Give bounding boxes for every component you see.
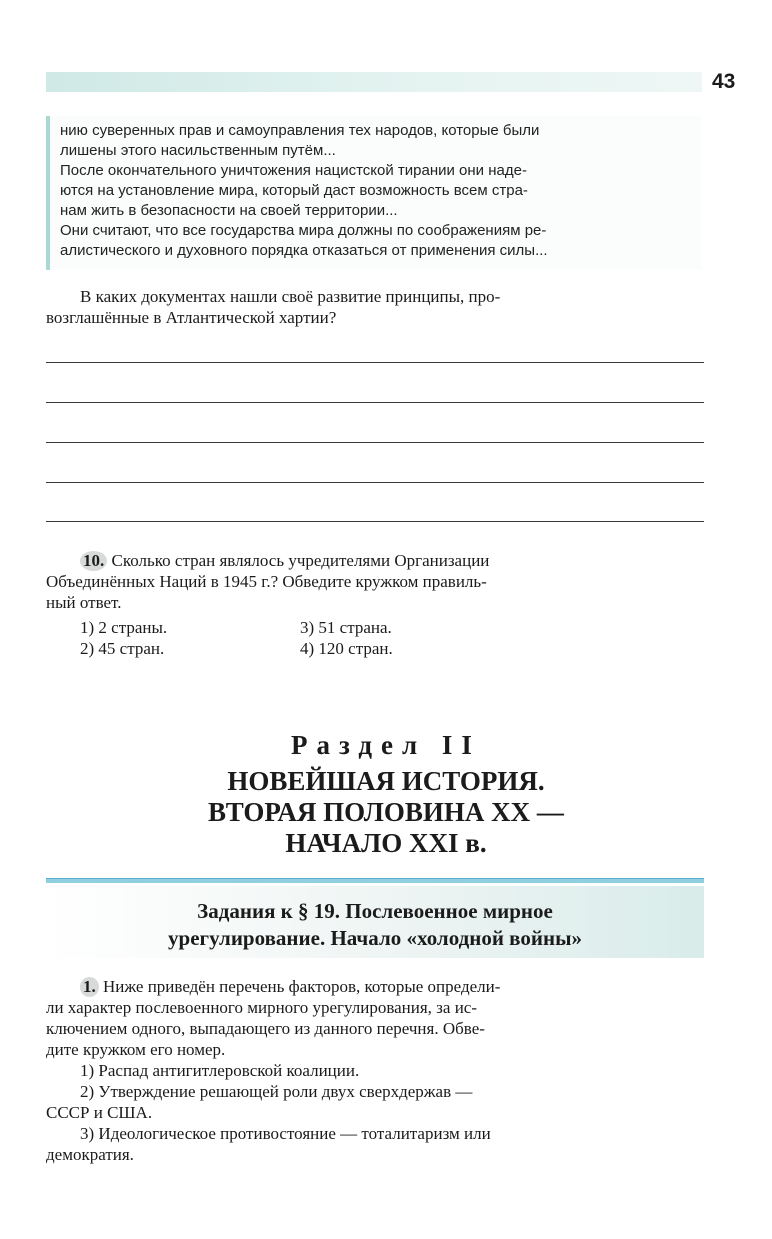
page-number: 43 bbox=[712, 70, 736, 93]
option-2[interactable]: 2) 45 стран. bbox=[80, 639, 165, 658]
section-divider bbox=[46, 878, 704, 883]
task-line bbox=[46, 976, 706, 997]
question-line: возглашённые в Атлантической хартии? bbox=[46, 308, 337, 327]
quote-line: После окончательного уничтожения нацистской тирании они наде- bbox=[60, 162, 527, 179]
option-3[interactable]: 3) 51 страна. bbox=[300, 618, 392, 637]
tasks-header bbox=[46, 886, 704, 958]
option-row bbox=[80, 617, 580, 638]
quote-line: Они считают, что все государства мира должны по соображениям ре- bbox=[60, 222, 547, 239]
question-9 bbox=[46, 286, 706, 328]
task-1 bbox=[46, 976, 706, 1165]
tasks-header-line: урегулирование. Начало «холодной войны» bbox=[168, 926, 582, 950]
task-item-continuation: демократия. bbox=[46, 1145, 134, 1164]
task-number-badge: 1. bbox=[80, 977, 99, 997]
quote-line: алистического и духовного порядка отказаться от применения силы... bbox=[60, 242, 548, 259]
task-line: ключением одного, выпадающего из данного перечня. Обве- bbox=[46, 1019, 485, 1038]
task-item[interactable]: 2) Утверждение решающей роли двух сверхдержав — bbox=[80, 1082, 473, 1101]
tasks-header-line: Задания к § 19. Послевоенное мирное bbox=[197, 899, 553, 923]
quote-line: лишены этого насильственным путём... bbox=[60, 142, 336, 159]
section-title bbox=[0, 766, 772, 859]
task-item-continuation: СССР и США. bbox=[46, 1103, 153, 1122]
question-line bbox=[46, 550, 706, 571]
question-line: ный ответ. bbox=[46, 593, 122, 612]
answer-line[interactable] bbox=[46, 442, 704, 443]
section-title-line: НАЧАЛО XXI в. bbox=[285, 828, 487, 858]
task-item[interactable]: 3) Идеологическое противостояние — тоталитаризм или bbox=[80, 1124, 491, 1143]
document-quote bbox=[46, 116, 702, 270]
task-line: ли характер послевоенного мирного урегулирования, за ис- bbox=[46, 998, 477, 1017]
task-text: Ниже приведён перечень факторов, которые определи- bbox=[103, 977, 501, 996]
section-title-line: НОВЕЙШАЯ ИСТОРИЯ. bbox=[227, 766, 545, 796]
question-10 bbox=[46, 550, 706, 613]
quote-line: ются на установление мира, который даст возможность всем стра- bbox=[60, 182, 528, 199]
answer-line[interactable] bbox=[46, 362, 704, 363]
task-line: дите кружком его номер. bbox=[46, 1040, 226, 1059]
option-4[interactable]: 4) 120 стран. bbox=[300, 639, 393, 658]
answer-line[interactable] bbox=[46, 482, 704, 483]
question-line: В каких документах нашли своё развитие принципы, про- bbox=[80, 287, 501, 306]
option-row bbox=[80, 638, 580, 659]
quote-line: нам жить в безопасности на своей территории... bbox=[60, 202, 398, 219]
task-item[interactable]: 1) Распад антигитлеровской коалиции. bbox=[80, 1061, 360, 1080]
answer-line[interactable] bbox=[46, 521, 704, 522]
question-text: Сколько стран являлось учредителями Организации bbox=[111, 551, 490, 570]
header-band bbox=[46, 72, 702, 92]
section-label: Раздел II bbox=[291, 730, 481, 760]
option-1[interactable]: 1) 2 страны. bbox=[80, 618, 168, 637]
answer-options bbox=[80, 617, 580, 659]
question-number-badge: 10. bbox=[80, 551, 107, 571]
section-title-line: ВТОРАЯ ПОЛОВИНА XX — bbox=[208, 797, 564, 827]
quote-line: нию суверенных прав и самоуправления тех народов, которые были bbox=[60, 122, 540, 139]
question-line: Объединённых Наций в 1945 г.? Обведите кружком правиль- bbox=[46, 572, 487, 591]
answer-line[interactable] bbox=[46, 402, 704, 403]
